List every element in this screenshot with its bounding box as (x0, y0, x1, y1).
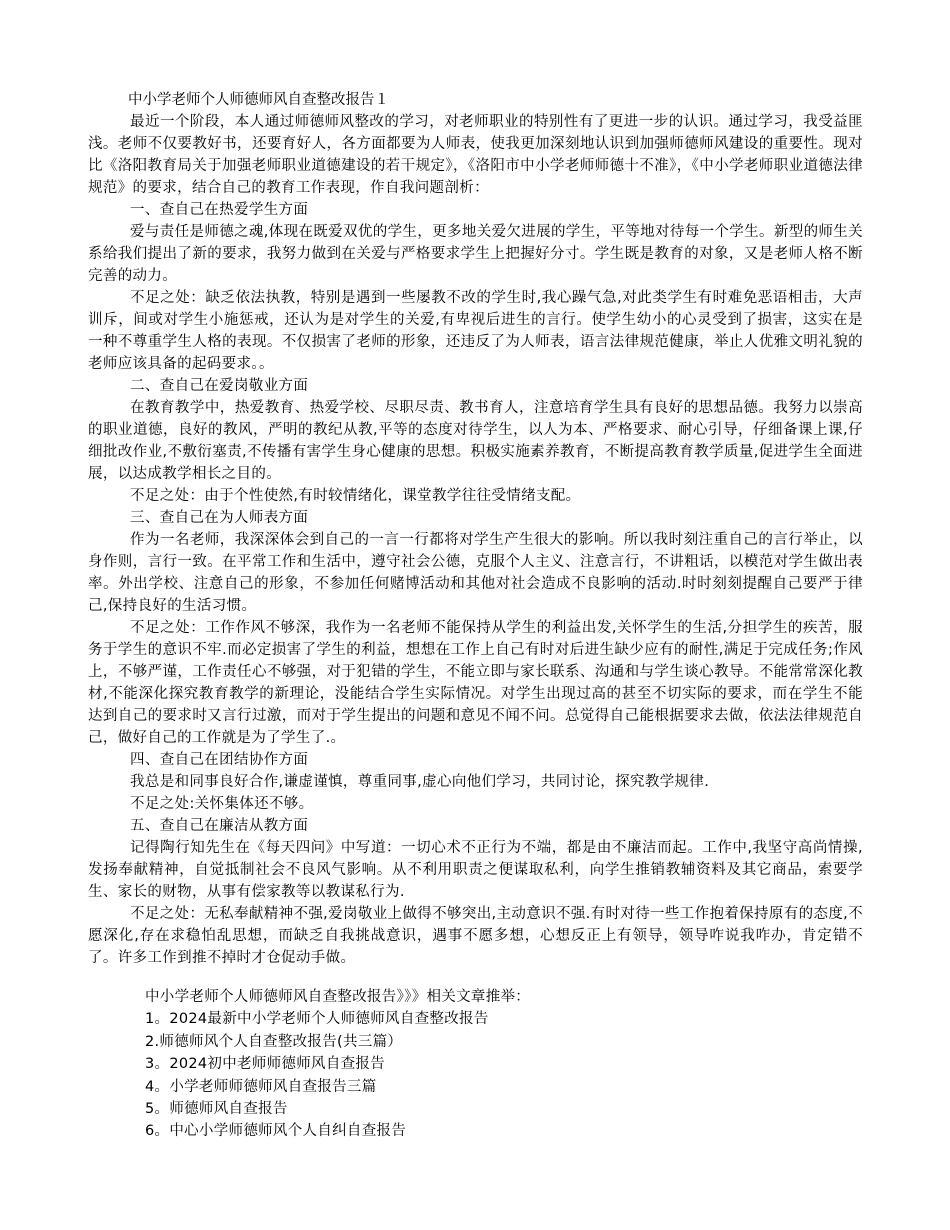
paragraph: 在教育教学中，热爱教育、热爱学校、尽职尽责、教书育人，注意培育学生具有良好的思想品德。我努力以崇高的职业道德，良好的教风，严明的教纪从教,平等的态度对待学生，以人为本、严格要求、耐心引导，仔细备课上课,仔细批改作业,不敷衍塞责,不传播有害学生身心健康的思想。积极实施素养教育，不断提高教育教学质量,促进学生全面进展，以达成教学相长之目的。 (88, 400, 863, 482)
section-heading-3: 三、查自己在为人师表方面 (130, 510, 309, 526)
related-link[interactable]: 1。2024最新中小学老师个人师德师风自查整改报告 (145, 1011, 489, 1028)
document-body (88, 111, 863, 969)
related-link[interactable]: 3。2024初中老师师德师风自查报告 (145, 1056, 386, 1073)
document-title: 中小学老师个人师德师风自查整改报告１ (128, 92, 389, 108)
section-heading-1: 一、查自己在热爱学生方面 (130, 202, 309, 218)
paragraph: 记得陶行知先生在《每天四问》中写道：一切心术不正行为不端，都是由不廉洁而起。工作中,我坚守高尚情操,发扬奉献精神，自觉抵制社会不良风气影响。从不利用职责之便谋取私利，向学生推销教辅资料及其它商品，索要学生、家长的财物，从事有偿家教等以教谋私行为. (88, 840, 863, 900)
paragraph: 不足之处：无私奉献精神不强,爱岗敬业上做得不够突出,主动意识不强.有时对待一些工作抱着保持原有的态度,不愿深化,存在求稳怕乱思想，而缺乏自我挑战意识，遇事不愿多想，心想反正上有领导，领导咋说我咋办，肯定错不了。许多工作到推不掉时才仓促动手做。 (88, 906, 863, 966)
section-heading-5: 五、查自己在廉洁从教方面 (130, 818, 309, 834)
related-articles (145, 986, 530, 1143)
related-heading: 中小学老师个人师德师风自查整改报告》》》相关文章推举： (145, 989, 531, 1005)
paragraph-intro: 最近一个阶段，本人通过师德师风整改的学习，对老师职业的特别性有了更进一步的认识。通过学习，我受益匪浅。老师不仅要教好书，还要育好人，各方面都要为人师表，使我更加深刻地认识到加强师德师风建设的重要性。现对比《洛阳教育局关于加强老师职业道德建设的若干规定》，《洛阳市中小学老师师德十不准》，《中小学老师职业道德法律规范》的要求，结合自己的教育工作表现，作自我问题剖析： (88, 114, 863, 196)
paragraph: 作为一名老师，我深深体会到自己的一言一行都将对学生产生很大的影响。所以我时刻注重自己的言行举止，以身作则，言行一致。在平常工作和生活中，遵守社会公德，克服个人主义、注意言行，不讲粗话，以模范对学生做出表率。外出学校、注意自己的形象，不参加任何赌博活动和其他对社会造成不良影响的活动.时时刻刻提醒自己要严于律己,保持良好的生活习惯。 (88, 532, 863, 614)
paragraph: 我总是和同事良好合作,谦虚谨慎，尊重同事,虚心向他们学习，共同讨论，探究教学规律. (130, 774, 710, 790)
paragraph: 不足之处:关怀集体还不够。 (130, 796, 314, 812)
related-link[interactable]: 2.师德师风个人自查整改报告(共三篇） (145, 1033, 403, 1050)
paragraph: 不足之处：缺乏依法执教，特别是遇到一些屡教不改的学生时,我心躁气急,对此类学生有时难免恶语相击，大声训斥，间或对学生小施惩戒，还认为是对学生的关爱,有卑视后进生的言行。使学生幼小的心灵受到了损害，这实在是一种不尊重学生人格的表现。不仅损害了老师的形象，还违反了为人师表，语言法律规范健康，举止人优雅文明礼貌的老师应该具备的起码要求。。 (88, 290, 863, 372)
paragraph: 不足之处：由于个性使然,有时较情绪化，课堂教学往往受情绪支配。 (130, 488, 581, 504)
related-link[interactable]: 4。小学老师师德师风自查报告三篇 (145, 1078, 377, 1095)
section-heading-4: 四、查自己在团结协作方面 (130, 752, 309, 768)
related-link[interactable]: 6。中心小学师德师风个人自纠自查报告 (145, 1123, 407, 1140)
related-link[interactable]: 5。师德师风自查报告 (145, 1101, 288, 1118)
paragraph: 不足之处：工作作风不够深，我作为一名老师不能保持从学生的利益出发,关怀学生的生活,分担学生的疾苦，服务于学生的意识不牢.而必定损害了学生的利益，想想在工作上自己有时对后进生缺少应有的耐性,满足于完成任务;作风上，不够严谨，工作责任心不够强，对于犯错的学生，不能立即与家长联系、沟通和与学生谈心教导。不能常常深化教材,不能深化探究教育教学的新理论，没能结合学生实际情况。对学生出现过高的甚至不切实际的要求，而在学生不能达到自己的要求时又言行过激，而对于学生提出的问题和意见不闻不问。总觉得自己能根据要求去做，依法法律规范自己，做好自己的工作就是为了学生了.。 (88, 620, 863, 746)
section-heading-2: 二、查自己在爱岗敬业方面 (130, 378, 309, 394)
paragraph: 爱与责任是师德之魂,体现在既爱双优的学生，更多地关爱欠进展的学生，平等地对待每一个学生。新型的师生关系给我们提出了新的要求，我努力做到在关爱与严格要求学生上把握好分寸。学生既是教育的对象，又是老师人格不断完善的动力。 (88, 224, 863, 284)
